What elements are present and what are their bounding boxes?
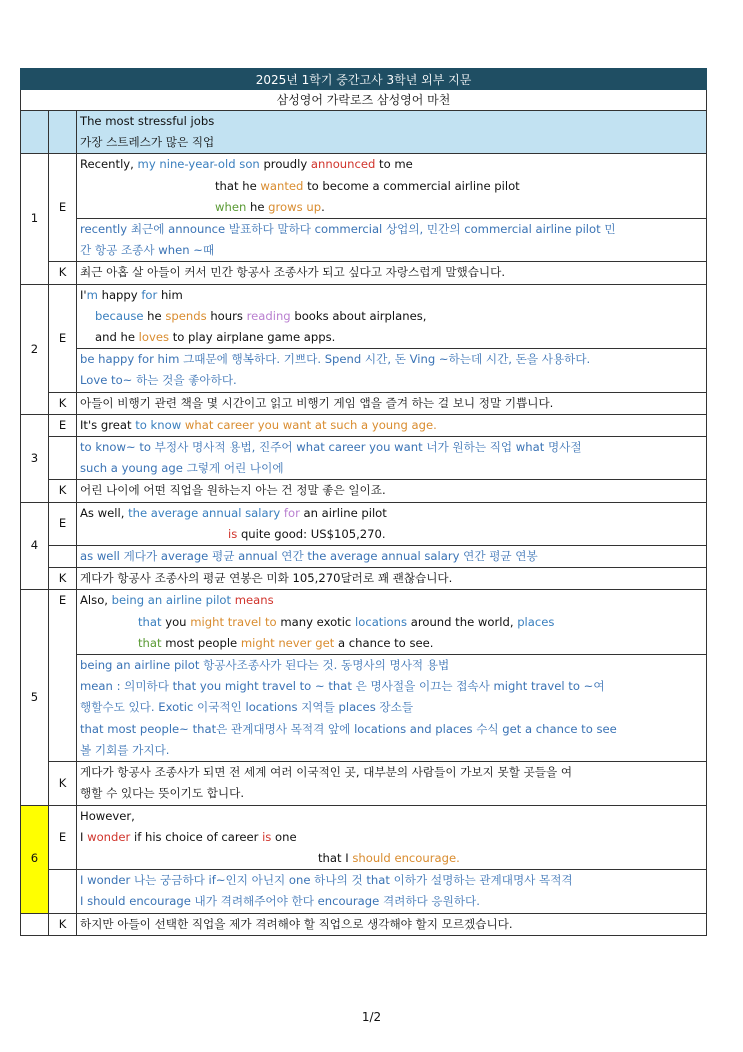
table-row: [21, 392, 707, 414]
english-text: However, I wonder if his choice of career is one that I should encourage.: [77, 805, 707, 870]
sentence-number: 5: [21, 590, 49, 805]
topic-english: The most stressful jobs: [80, 114, 215, 128]
document-title: 2025년 1학기 중간고사 3학년 외부 지문: [20, 68, 707, 90]
korean-translation: 어린 나이에 어떤 직업을 원하는지 아는 건 정말 좋은 일이죠.: [77, 480, 707, 502]
sentence-number: 3: [21, 414, 49, 502]
table-row: [21, 219, 707, 262]
table-row: [21, 762, 707, 805]
korean-label: K: [49, 480, 77, 502]
topic-korean: 가장 스트레스가 많은 직업: [80, 135, 215, 150]
table-row: [21, 805, 707, 870]
korean-label: K: [49, 568, 77, 590]
english-text: Also, being an airline pilot means that you might travel to many exotic locations around the world, places that most people might never get a chance to see.: [77, 590, 707, 655]
table-row: [21, 480, 707, 502]
english-text: I'm happy for him because he spends hours reading books about airplanes, and he loves to play airplane game apps.: [77, 284, 707, 349]
sentence-number: 6: [21, 805, 49, 913]
korean-translation: 게다가 항공사 조종사가 되면 전 세계 여러 이국적인 곳, 대부분의 사람들이 가보지 못할 곳들을 여 행할 수 있다는 뜻이기도 합니다.: [77, 762, 707, 805]
document: [20, 68, 707, 936]
english-label: E: [49, 590, 77, 762]
vocabulary-notes: be happy for him 그때문에 행복하다. 기쁘다. Spend 시간, 돈 Ving ~하는데 시간, 돈을 사용하다. Love to~ 하는 것을 좋아하다.: [77, 349, 707, 392]
table-row: [21, 502, 707, 545]
vocabulary-notes: recently 최근에 announce 발표하다 말하다 commercial 상업의, 민간의 commercial airline pilot 민 간 항공 조종사 when ~때: [77, 219, 707, 262]
table-row: [21, 414, 707, 436]
document-subtitle: 삼성영어 가락로즈 삼성영어 마천: [20, 90, 707, 110]
table-row: [21, 655, 707, 762]
vocabulary-notes: to know~ to 부정사 명사적 용법, 진주어 what career you want 너가 원하는 직업 what 명사절 such a young age 그렇게 어린 나이에: [77, 437, 707, 480]
korean-label: K: [49, 913, 77, 935]
korean-translation: 하지만 아들이 선택한 직업을 제가 격려해야 할 직업으로 생각해야 할지 모르겠습니다.: [77, 913, 707, 935]
english-text: As well, the average annual salary for an airline pilot is quite good: US$105,270.: [77, 502, 707, 545]
passage-table: [20, 110, 707, 936]
korean-label: K: [49, 762, 77, 805]
vocabulary-notes: I wonder 나는 궁금하다 if~인지 아닌지 one 하나의 것 that 이하가 설명하는 관계대명사 목적격 I should encourage 내가 격려해주어야 한다 encourage 격려하다 응원하다.: [77, 870, 707, 913]
korean-label: K: [49, 392, 77, 414]
table-row: [21, 284, 707, 349]
table-row: [21, 154, 707, 219]
table-row: [21, 568, 707, 590]
english-text: Recently, my nine-year-old son proudly announced to me that he wanted to become a commercial airline pilot when he grows up.: [77, 154, 707, 219]
sentence-number: 1: [21, 154, 49, 284]
korean-label: K: [49, 262, 77, 284]
vocabulary-notes: being an airline pilot 항공사조종사가 된다는 것. 동명사의 명사적 용법 mean : 의미하다 that you might travel to ~ that 은 명사절을 이끄는 접속사 might travel to ~여 행할수도 있다. Exotic 이국적인 locations 지역들 places 장소들 that most people~ that은 관계대명사 목적격 앞에 locations and places 수식 get a chance to see 볼 기회를 가지다.: [77, 655, 707, 762]
vocabulary-notes: as well 게다가 average 평균 annual 연간 the average annual salary 연간 평균 연봉: [77, 546, 707, 568]
sentence-number: 4: [21, 502, 49, 590]
table-row: [21, 590, 707, 655]
korean-translation: 게다가 항공사 조종사의 평균 연봉은 미화 105,270달러로 꽤 괜찮습니다.: [77, 568, 707, 590]
english-label: E: [49, 154, 77, 262]
table-row: [21, 437, 707, 480]
english-label: E: [49, 502, 77, 545]
table-row: [21, 262, 707, 284]
korean-translation: 최근 아홉 살 아들이 커서 민간 항공사 조종사가 되고 싶다고 자랑스럽게 말했습니다.: [77, 262, 707, 284]
korean-translation: 아들이 비행기 관련 책을 몇 시간이고 읽고 비행기 게임 앱을 즐겨 하는 걸 보니 정말 기쁩니다.: [77, 392, 707, 414]
table-row: [21, 870, 707, 913]
topic-row: [21, 111, 707, 154]
table-row: [21, 349, 707, 392]
english-label: E: [49, 414, 77, 436]
english-label: E: [49, 805, 77, 870]
english-text: It's great to know what career you want at such a young age.: [77, 414, 707, 436]
table-row: [21, 913, 707, 935]
page-number: 1/2: [361, 1010, 382, 1024]
sentence-number: 2: [21, 284, 49, 414]
english-label: E: [49, 284, 77, 392]
table-row: [21, 546, 707, 568]
